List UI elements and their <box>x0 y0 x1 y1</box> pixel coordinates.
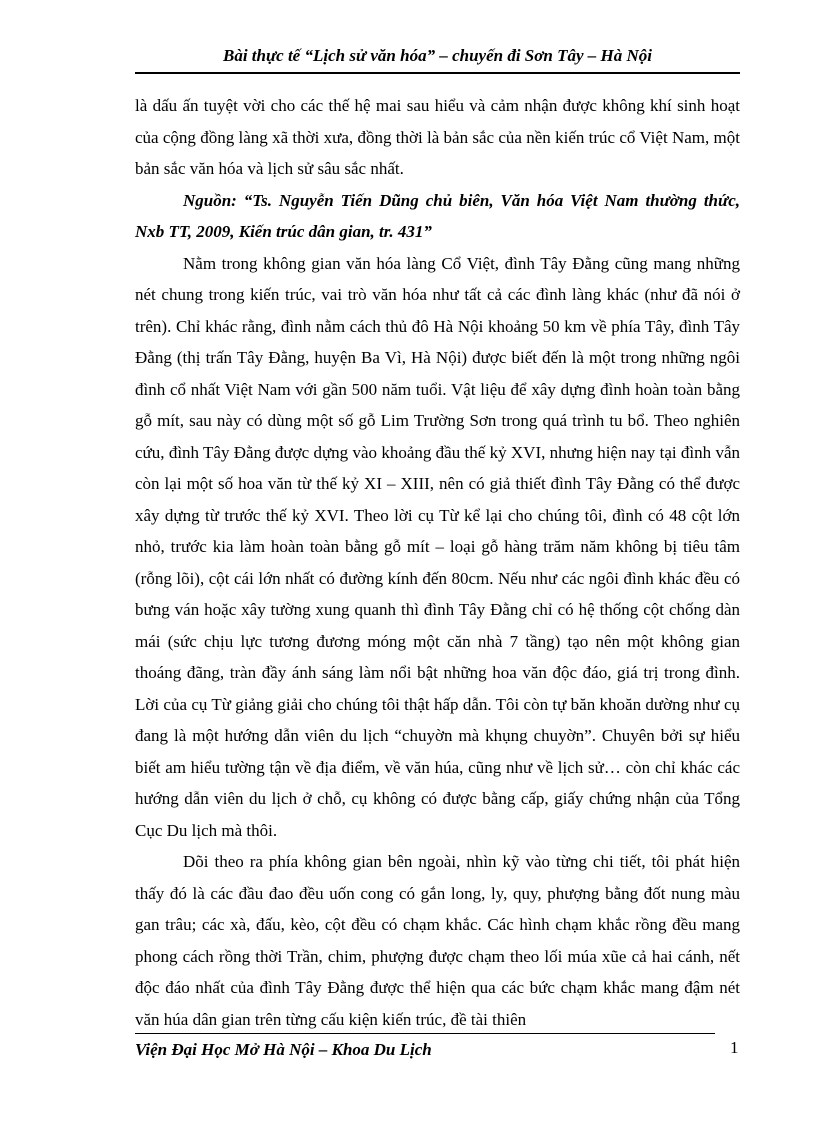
footer-divider <box>135 1033 715 1034</box>
paragraph-carvings: Dõi theo ra phía không gian bên ngoài, nhìn kỹ vào từng chi tiết, tôi phát hiện thấy đó là các đầu đao đều uốn cong có gắn long, ly, quy, phượng bằng đốt nung màu gan trâu; các xà, đấu, kèo, cột đều có chạm khắc. Các hình chạm khắc rồng đều mang phong cách rồng thời Trần, chim, phượng được chạm theo lối múa xũe cả hai cánh, nết độc đáo nhất của đình Tây Đằng được thể hiện qua các bức chạm khắc mang đậm nét văn húa dân gian trên từng cấu kiện kiến trúc, đề tài thiên <box>135 852 740 1029</box>
page-header-title: Bài thực tế “Lịch sử văn hóa” – chuyến đi Sơn Tây – Hà Nội <box>222 46 652 65</box>
page-number: 1 <box>730 1038 739 1057</box>
footer-institution: Viện Đại Học Mở Hà Nội – Khoa Du Lịch <box>135 1040 432 1059</box>
paragraph-continuation: là dấu ấn tuyệt vời cho các thế hệ mai sau hiểu và cảm nhận được không khí sinh hoạt của cộng đồng làng xã thời xưa, đồng thời là bản sắc của nền kiến trúc cổ Việt Nam, một bản sắc văn hóa và lịch sử sâu sắc nhất. <box>135 96 740 178</box>
paragraph-tay-dang: Nằm trong không gian văn hóa làng Cổ Việt, đình Tây Đằng cũng mang những nét chung trong kiến trúc, vai trò văn hóa như tất cả các đình làng khác (như đã nói ở trên). Chỉ khác rằng, đình nằm cách thủ đô Hà Nội khoảng 50 km về phía Tây, đình Tây Đằng (thị trấn Tây Đằng, huyện Ba Vì, Hà Nội) được biết đến là một trong những ngôi đình cổ nhất Việt Nam với gần 500 năm tuổi. Vật liệu để xây dựng đình hoàn toàn bằng gỗ mít, sau này có dùng một số gỗ Lim Trường Sơn trong quá trình tu bổ. Theo nghiên cứu, đình Tây Đằng được dựng vào khoảng đầu thế kỷ XVI, nhưng hiện nay tại đình vẫn còn lại một số hoa văn từ thế kỷ XI – XIII, nên có giả thiết đình Tây Đằng có thể được xây dựng từ trước thế kỷ XVI. Theo lời cụ Từ kể lại cho chúng tôi, đình có 48 cột lớn nhỏ, trước kia làm hoàn toàn bằng gỗ mít – loại gỗ hàng trăm năm không bị tiêu tâm (rỗng lõi), cột cái lớn nhất có đường kính đến 80cm. Nếu như các ngôi đình khác đều có bưng ván hoặc xây tường xung quanh thì đình Tây Đằng chỉ có hệ thống cột chống dàn mái (sức chịu lực tương đương móng một căn nhà 7 tầng) tạo nên một không gian thoáng đãng, tràn đầy ánh sáng làm nổi bật những hoa văn độc đáo, giá trị trong đình. Lời của cụ Từ giảng giải cho chúng tôi thật hấp dẫn. Tôi còn tự băn khoăn dường như cụ đang là một hướng dẫn viên du lịch “chuyờn mà khụng chuyờn”. Chuyên bởi sự hiểu biết am hiểu tường tận về địa điểm, về văn húa, cũng như về lịch sử… còn chỉ khác các hướng dẫn viên du lịch ở chỗ, cụ không có được bằng cấp, giấy chứng nhận của Tổng Cục Du lịch mà thôi. <box>135 253 740 840</box>
source-citation: Nguồn: “Ts. Nguyễn Tiến Dũng chủ biên, Văn hóa Việt Nam thường thức, Nxb TT, 2009, Kiến trúc dân gian, tr. 431” <box>135 190 740 241</box>
document-body <box>135 90 740 1035</box>
header-divider <box>135 72 740 74</box>
